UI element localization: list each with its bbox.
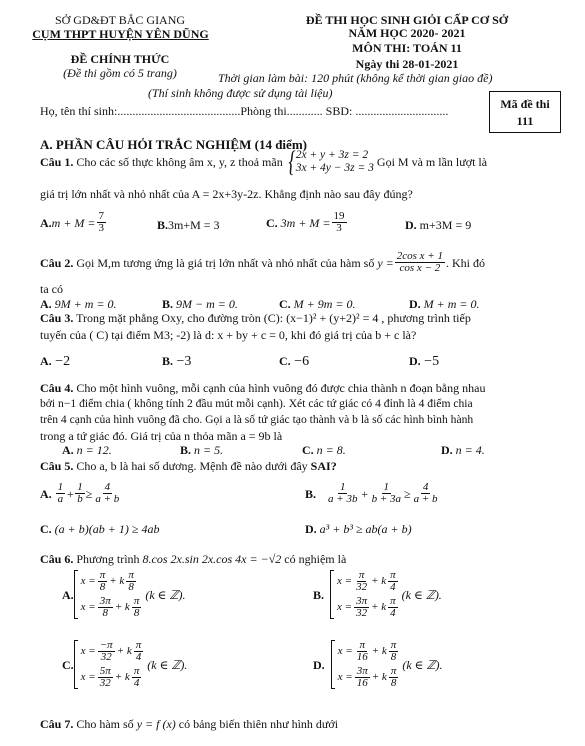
q2-func-frac xyxy=(395,251,445,274)
q4-text3: trên 4 cạnh của hình vuông đã cho. Gọi a là số tứ giác tạo thành và b là số các hình bình hành xyxy=(40,413,474,426)
q6-d-r2-den-1: 16 xyxy=(356,677,368,689)
q5-option-a: A. $\frac{1}{a}$ + $\frac{1}{b}$ ≥ $\frac{4}{a + b}$ xyxy=(40,481,120,505)
q1-option-b xyxy=(157,218,220,232)
q5-b-d2: b + 3a xyxy=(371,493,401,505)
q6-b-r2-frac-3 xyxy=(388,596,398,619)
q1-a-pre: m + M = xyxy=(51,215,96,230)
q4-text4: trong a tứ giác đó. Giá trị của n thỏa mãn a = 9b là xyxy=(40,429,283,443)
q1-c-pre: 3m + M = xyxy=(280,215,331,230)
q5-b-n2: 1 xyxy=(383,481,390,493)
time-note: Thời gian làm bài: 120 phút (không kể thời gian giao đề) xyxy=(218,71,493,85)
q6-d-label: D. xyxy=(313,657,325,672)
q1-text3: giá trị lớn nhất và nhỏ nhất của A = 2x+3y-2z. Khẳng định nào sau đây đúng? xyxy=(40,187,413,201)
q1-d-label: D. xyxy=(405,218,417,232)
q6-d-r1-text-0: x = xyxy=(337,645,353,657)
q5-b-n3: 4 xyxy=(422,481,429,493)
q1-line1 xyxy=(40,145,488,178)
exam-code-box xyxy=(489,91,561,133)
q6-b-r1-den-1: 32 xyxy=(356,581,368,593)
q5-b-label: B. xyxy=(305,486,317,501)
q6-a-r1-num-1: π xyxy=(99,569,106,581)
q1-text1: Cho các số thực không âm x, y, z thoả mãn xyxy=(76,155,283,169)
q3-a-label: A. xyxy=(40,354,52,368)
q6-b-r1-text-0: x = xyxy=(337,575,353,587)
q3-b-label: B. xyxy=(162,354,174,368)
exam-code-label: Mã đề thi xyxy=(500,97,550,111)
q6-c-r1-frac-1 xyxy=(98,640,115,663)
q4-number: Câu 4. xyxy=(40,381,74,395)
q1-d-text: m+3M = 9 xyxy=(419,218,472,232)
q5-a-label: A. xyxy=(40,486,52,501)
q6-b-r1-num-1: π xyxy=(358,569,365,581)
q6-a-r2-frac-3 xyxy=(132,596,142,619)
q6-b-r2-den-1: 32 xyxy=(356,607,368,619)
q4-b-text: n = 5. xyxy=(194,443,224,457)
official-label: ĐỀ CHÍNH THỨC xyxy=(70,52,170,66)
q1-c-num: 19 xyxy=(333,210,345,222)
q6-d-solution-row-1 xyxy=(337,640,400,663)
q6-d-r2-num-3: π xyxy=(390,665,397,677)
q7-number: Câu 7. xyxy=(40,717,74,731)
school-cluster: CỤM THPT HUYỆN YÊN DŨNG xyxy=(32,27,209,41)
q6-d-rows xyxy=(337,640,400,689)
q6-d-r2-text-2: + k xyxy=(371,671,387,683)
q1-a-label: A. xyxy=(40,215,52,230)
q7-line1 xyxy=(40,717,338,731)
q6-a-r2-den-1: 8 xyxy=(102,607,108,619)
q6-b-solution-row-2 xyxy=(336,596,399,619)
q5-text1: Cho a, b là hai số dương. Mệnh đề nào dưới đây xyxy=(76,459,308,473)
q5-a-d2: b xyxy=(77,493,83,505)
q5-a-n3: 4 xyxy=(104,481,111,493)
q6-a-r1-num-3: π xyxy=(128,569,134,581)
q2-c-text: M + 9m = 0. xyxy=(293,297,356,311)
q4-c-text: n = 8. xyxy=(316,443,346,457)
q1-a-num: 7 xyxy=(98,210,105,222)
q6-c-r1-text-2: + k xyxy=(116,645,132,657)
q6-b-r2-den-3: 4 xyxy=(390,607,396,619)
q6-c-r1-num-3: π xyxy=(135,639,142,651)
q5-b-n1: 1 xyxy=(339,481,346,493)
q6-b-kz: (k ∈ ℤ). xyxy=(401,587,442,602)
q6-equation: 8.cos 2x.sin 2x.cos 4x = −√2 xyxy=(142,552,282,566)
q1-option-d xyxy=(405,218,471,232)
q5-option-c xyxy=(40,522,159,536)
q1-c-frac xyxy=(332,211,347,234)
q5-a-rel: ≥ xyxy=(85,486,93,501)
q1-system xyxy=(286,145,374,178)
q2-b-text: 9M − m = 0. xyxy=(176,297,238,311)
q1-sys-row1: 2x + y + 3z = 2 xyxy=(295,149,369,161)
q6-a-r2-frac-1 xyxy=(98,596,113,619)
q2-c-label: C. xyxy=(279,297,291,311)
q6-a-kz: (k ∈ ℤ). xyxy=(145,587,186,602)
q7-text1: Cho hàm số xyxy=(76,717,134,731)
q6-c-rows xyxy=(80,640,145,689)
q3-d-text: −5 xyxy=(424,354,440,369)
page-count-note: (Đề thi gồm có 5 trang) xyxy=(63,66,177,80)
q6-option-a xyxy=(62,570,185,619)
q2-func-den: cos x − 2 xyxy=(399,262,441,274)
q1-text2: Gọi M và m lần lượt là xyxy=(376,155,488,169)
q6-option-d xyxy=(313,640,442,689)
q5-b-frac1 xyxy=(326,482,359,505)
q2-text1: Gọi M,m tương ứng là giá trị lớn nhất và nhỏ nhất của hàm số xyxy=(76,255,375,270)
q4-line1 xyxy=(40,381,485,395)
q6-d-r1-text-2: + k xyxy=(371,645,387,657)
no-docs-note: (Thí sinh không được sử dụng tài liệu) xyxy=(148,86,333,100)
q6-c-solution-row-2 xyxy=(80,666,145,689)
q3-d-label: D. xyxy=(409,354,421,368)
q6-a-label: A. xyxy=(62,587,74,602)
q6-a-r1-frac-3 xyxy=(126,570,136,593)
q5-d-label: D. xyxy=(305,522,317,536)
q3-option-b xyxy=(162,354,191,369)
q6-a-r1-den-1: 8 xyxy=(99,581,106,593)
q6-a-solution-row-2 xyxy=(80,596,143,619)
q2-option-d xyxy=(409,297,480,311)
q6-c-r2-num-3: π xyxy=(133,665,140,677)
q6-c-r2-text-0: x = xyxy=(80,671,96,683)
q6-d-r1-num-3: π xyxy=(390,639,397,651)
q3-a-text: −2 xyxy=(55,354,71,369)
q6-a-solution-row-1 xyxy=(80,570,143,593)
q6-b-r1-frac-3 xyxy=(388,570,398,593)
q4-option-a xyxy=(62,443,112,457)
q6-option-c xyxy=(62,640,187,689)
q6-c-r2-den-1: 32 xyxy=(99,677,111,689)
q4-option-c xyxy=(302,443,346,457)
q5-b-rel: ≥ xyxy=(404,486,411,501)
q4-text2: bởi n−1 điểm chia ( không tính 2 đầu mút mỗi cạnh). Xét các tứ giác có 4 đỉnh là 4 điểm chia xyxy=(40,397,473,410)
q1-a-den: 3 xyxy=(98,222,105,234)
q6-d-r1-den-3: 8 xyxy=(390,651,397,663)
q6-a-r2-text-2: + k xyxy=(114,601,130,613)
q1-number: Câu 1. xyxy=(40,155,74,169)
q6-c-r2-frac-3 xyxy=(132,666,142,689)
exam-code-value: 111 xyxy=(516,114,534,128)
q6-a-r1-text-0: x = xyxy=(80,575,96,587)
q3-c-label: C. xyxy=(279,354,291,368)
q6-c-r1-den-1: 32 xyxy=(100,651,112,663)
q2-option-a xyxy=(40,297,117,311)
q2-d-text: M + m = 0. xyxy=(423,297,480,311)
q6-c-r1-num-1: −π xyxy=(99,639,113,651)
q4-option-d xyxy=(441,443,485,457)
q5-number: Câu 5. xyxy=(40,459,74,473)
q6-text1: Phương trình xyxy=(76,552,140,566)
q6-c-r2-den-3: 4 xyxy=(133,677,140,689)
q3-number: Câu 3. xyxy=(40,311,74,325)
q6-a-r2-text-0: x = xyxy=(80,601,96,613)
candidate-line: Họ, tên thí sinh:.........................................Phòng thi............ SBD: ............................... xyxy=(40,104,449,118)
q5-a-frac1 xyxy=(56,482,66,505)
q4-d-label: D. xyxy=(441,443,453,457)
q6-b-r1-frac-1 xyxy=(354,570,369,593)
q6-option-b xyxy=(313,570,442,619)
q6-b-label: B. xyxy=(313,587,325,602)
q1-a-frac xyxy=(97,211,107,234)
q2-line1 xyxy=(40,251,485,274)
q6-d-r2-den-3: 8 xyxy=(390,677,397,689)
q1-c-label: C. xyxy=(266,215,278,230)
q6-a-r1-den-3: 8 xyxy=(128,581,134,593)
q5-a-d1: a xyxy=(57,493,64,505)
q5-c-label: C. xyxy=(40,522,52,536)
q5-a-d3: a + b xyxy=(95,493,120,505)
q6-line1 xyxy=(40,552,346,566)
q5-c-text: (a + b)(ab + 1) ≥ 4ab xyxy=(54,522,160,536)
q4-a-text: n = 12. xyxy=(76,443,112,457)
q6-a-r2-num-1: 3π xyxy=(99,595,111,607)
q4-b-label: B. xyxy=(180,443,192,457)
q7-func: y = f (x) xyxy=(136,717,176,731)
q6-b-r2-frac-1 xyxy=(354,596,369,619)
q3-b-text: −3 xyxy=(176,354,192,369)
q5-a-n2: 1 xyxy=(77,481,83,493)
q6-b-r2-num-3: π xyxy=(390,595,396,607)
q4-option-b xyxy=(180,443,223,457)
q6-d-r2-frac-3 xyxy=(389,666,399,689)
q5-b-frac3 xyxy=(412,482,440,505)
q6-d-r1-den-1: 16 xyxy=(356,651,368,663)
q5-a-n1: 1 xyxy=(57,481,64,493)
q6-b-r1-num-3: π xyxy=(390,569,396,581)
q2-option-b xyxy=(162,297,238,311)
q6-d-r2-frac-1 xyxy=(355,666,370,689)
q6-d-r1-frac-1 xyxy=(355,640,370,663)
q6-d-r2-num-1: 3π xyxy=(356,665,368,677)
q1-option-c xyxy=(266,211,348,234)
q6-b-solution-row-1 xyxy=(336,570,399,593)
q2-a-text: 9M + m = 0. xyxy=(54,297,117,311)
q6-c-r2-frac-1 xyxy=(98,666,113,689)
q3-option-d xyxy=(409,354,439,369)
q1-c-den: 3 xyxy=(336,222,342,234)
q6-b-r2-text-2: + k xyxy=(371,601,387,613)
q6-number: Câu 6. xyxy=(40,552,74,566)
q1-sys-row2: 3x + 4y − 3z = 3 xyxy=(295,162,374,174)
q6-d-solution-row-2 xyxy=(337,666,400,689)
q5-a-frac2 xyxy=(75,482,85,505)
q6-a-r1-frac-1 xyxy=(98,570,108,593)
q6-a-r2-num-3: π xyxy=(133,595,140,607)
q5-qmark: ? xyxy=(330,459,337,473)
q6-c-r1-text-0: x = xyxy=(80,645,96,657)
q6-c-r1-den-3: 4 xyxy=(135,651,142,663)
q6-b-r1-text-2: + k xyxy=(371,575,387,587)
q3-option-a xyxy=(40,354,70,369)
q3-c-text: −6 xyxy=(294,354,310,369)
q3-line1 xyxy=(40,311,471,325)
q6-a-rows xyxy=(80,570,143,619)
exam-title: ĐỀ THI HỌC SINH GIỎI CẤP CƠ SỞ xyxy=(305,13,509,27)
q2-b-label: B. xyxy=(162,297,174,311)
q3-option-c xyxy=(279,354,309,369)
q2-number: Câu 2. xyxy=(40,255,74,270)
q6-a-r1-text-2: + k xyxy=(109,575,125,587)
q2-text3: ta có xyxy=(40,282,63,296)
q7-text2: có bảng biến thiên như hình dưới xyxy=(178,717,339,731)
q3-text1: Trong mặt phẳng Oxy, cho đường tròn (C): (x−1)² + (y+2)² = 4 , phương trình tiếp xyxy=(76,311,471,325)
q1-brace: { xyxy=(288,145,296,178)
q4-text1: Cho một hình vuông, mỗi cạnh của hình vuông đó được chia thành n đoạn bằng nhau xyxy=(76,381,486,395)
q3-text2: tuyến của ( C) tại điểm M3; -2) là d: x + by + c = 0, khi đó giá trị của b + c là? xyxy=(40,328,417,342)
q6-c-r2-num-1: 5π xyxy=(99,665,111,677)
q2-d-label: D. xyxy=(409,297,421,311)
q5-b-frac2 xyxy=(370,482,403,505)
q6-d-r1-num-1: π xyxy=(359,639,365,651)
q6-d-r2-text-0: x = xyxy=(337,671,353,683)
q5-a-frac3 xyxy=(93,482,121,505)
q2-text2: . Khi đó xyxy=(445,255,485,270)
q6-c-label: C. xyxy=(62,657,74,672)
q2-a-label: A. xyxy=(40,297,52,311)
q6-c-kz: (k ∈ ℤ). xyxy=(147,657,188,672)
q6-c-r1-frac-3 xyxy=(134,640,144,663)
q1-option-a xyxy=(40,211,107,234)
section-title: A. PHẦN CÂU HỎI TRẮC NGHIỆM (14 điểm) xyxy=(40,137,307,152)
q6-b-rows xyxy=(336,570,399,619)
q5-option-b: B. $\frac{1}{a + 3b}$ + $\frac{1}{b + 3a}$ ≥ $\frac{4}{a + b}$ xyxy=(305,481,438,505)
q6-c-r2-text-2: + k xyxy=(114,671,130,683)
q4-d-text: n = 4. xyxy=(455,443,485,457)
q1-b-label: B. xyxy=(157,218,169,232)
q2-func-pre: y = xyxy=(377,255,394,270)
q6-b-r2-num-1: 3π xyxy=(356,595,368,607)
q2-func-num: 2cos x + 1 xyxy=(396,250,443,262)
q5-line1 xyxy=(40,459,337,473)
q4-c-label: C. xyxy=(302,443,314,457)
q6-d-kz: (k ∈ ℤ). xyxy=(402,657,443,672)
subject: MÔN THI: TOÁN 11 xyxy=(352,41,462,55)
q6-b-r1-den-3: 4 xyxy=(390,581,396,593)
q5-option-d xyxy=(305,522,412,536)
exam-date: Ngày thi 28-01-2021 xyxy=(355,57,459,71)
q6-c-solution-row-1 xyxy=(80,640,145,663)
q6-b-r2-text-0: x = xyxy=(337,601,353,613)
q5-b-d1: a + 3b xyxy=(328,493,358,505)
q4-a-label: A. xyxy=(62,443,74,457)
q1-b-text: 3m+M = 3 xyxy=(168,218,220,232)
q6-text2: có nghiệm là xyxy=(284,552,347,566)
q6-a-r2-den-3: 8 xyxy=(133,607,140,619)
q6-d-r1-frac-3 xyxy=(389,640,399,663)
q5-b-d3: a + b xyxy=(413,493,438,505)
school-year: NĂM HỌC 2020- 2021 xyxy=(348,26,466,40)
q2-option-c xyxy=(279,297,356,311)
dept-name: SỞ GD&ĐT BẮC GIANG xyxy=(54,13,186,27)
q5-d-text: a³ + b³ ≥ ab(a + b) xyxy=(319,522,412,536)
q5-sai: SAI xyxy=(310,459,331,473)
